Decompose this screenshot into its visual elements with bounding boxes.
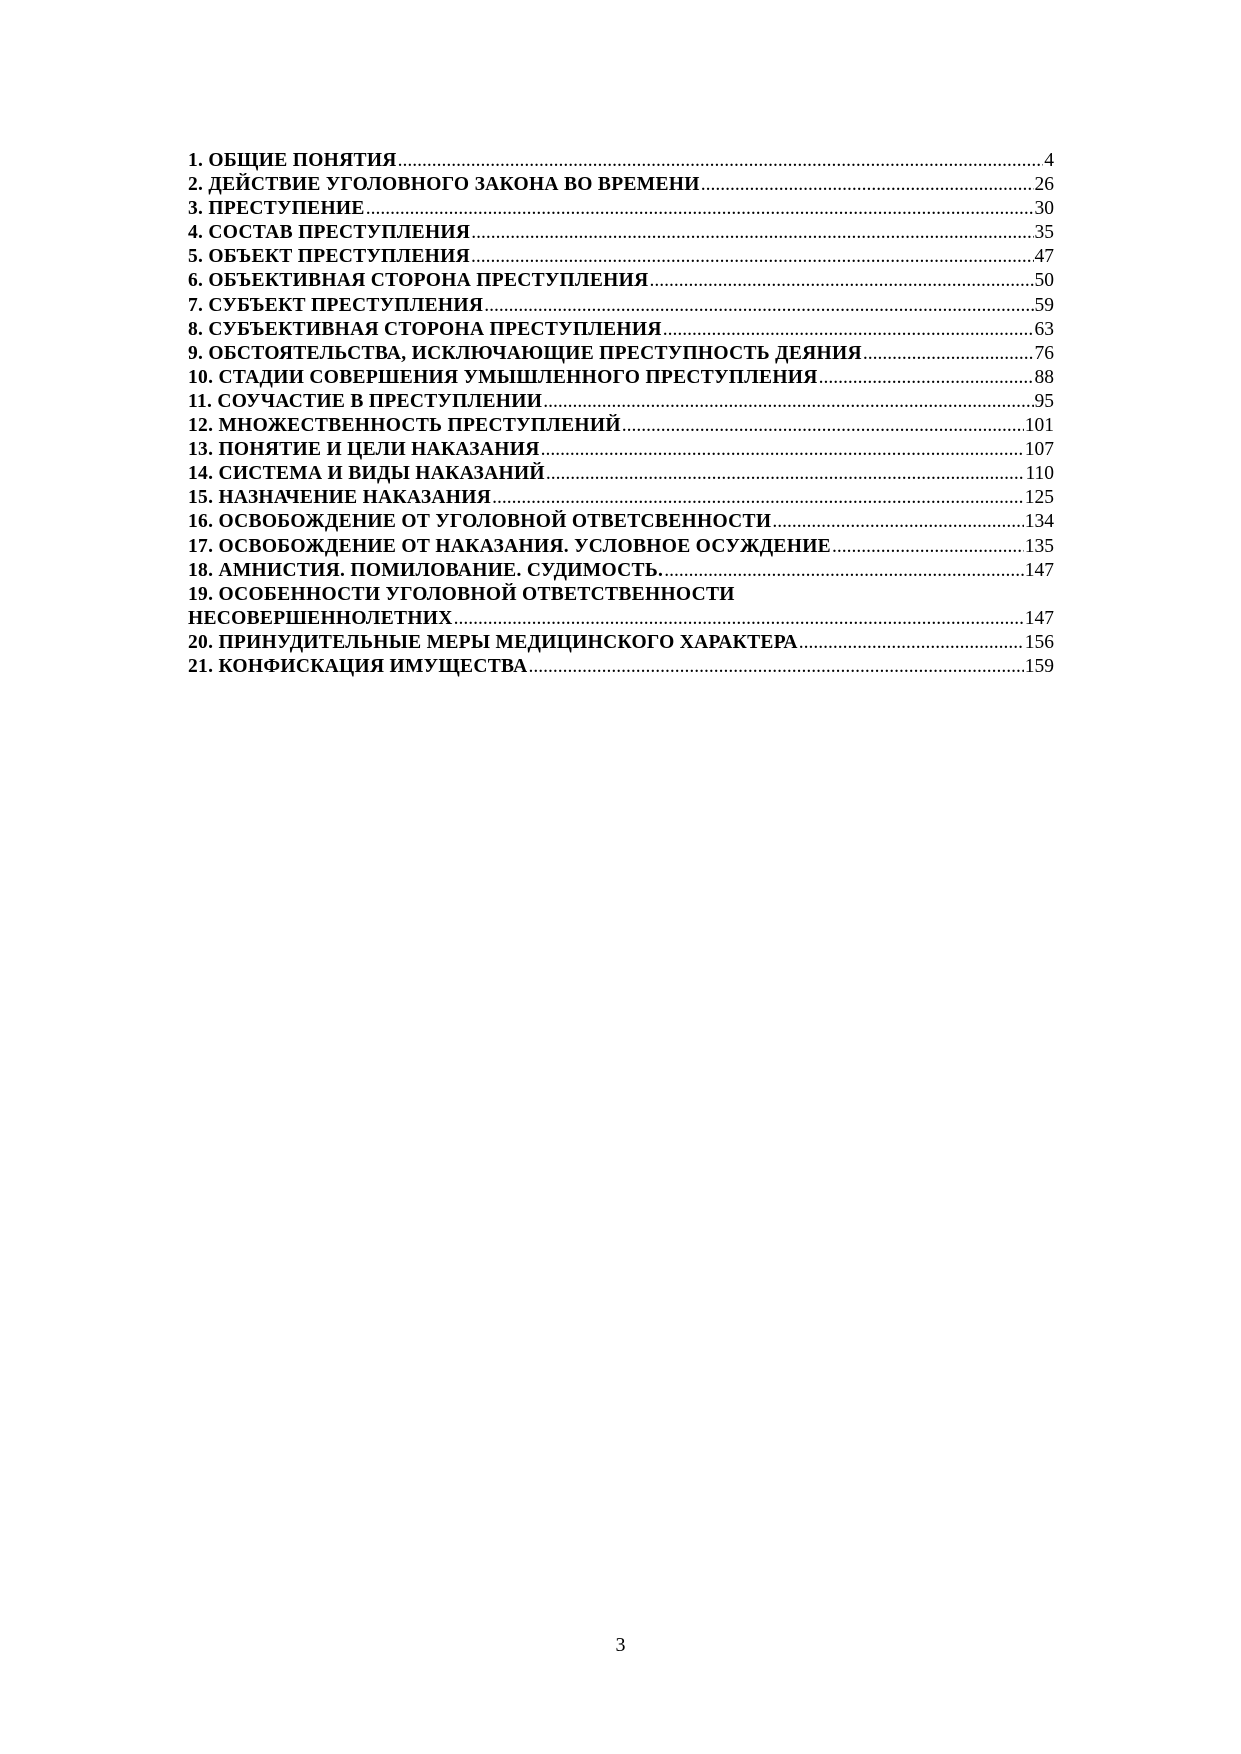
toc-entry-page: 95 bbox=[1034, 390, 1054, 412]
toc-entry-2[interactable] bbox=[188, 173, 1054, 197]
toc-entry-page: 50 bbox=[1034, 270, 1054, 292]
toc-entry-title-line1: 19. ОСОБЕННОСТИ УГОЛОВНОЙ ОТВЕТСТВЕННОСТИ bbox=[188, 583, 735, 605]
toc-entry-title: 11. СОУЧАСТИЕ В ПРЕСТУПЛЕНИИ bbox=[188, 390, 543, 412]
toc-entry-page: 63 bbox=[1034, 318, 1054, 340]
page-number: 3 bbox=[615, 1634, 626, 1656]
toc-dot-leader bbox=[484, 294, 1033, 318]
toc-dot-leader bbox=[649, 269, 1033, 293]
toc-dot-leader bbox=[366, 197, 1034, 221]
toc-entry-7[interactable] bbox=[188, 294, 1054, 318]
toc-entry-6[interactable] bbox=[188, 269, 1054, 293]
table-of-contents bbox=[188, 149, 1054, 679]
toc-entry-title: 13. ПОНЯТИЕ И ЦЕЛИ НАКАЗАНИЯ bbox=[188, 439, 540, 461]
toc-entry-14[interactable] bbox=[188, 462, 1054, 486]
toc-entry-page: 101 bbox=[1024, 415, 1054, 437]
toc-entry-page: 147 bbox=[1024, 559, 1054, 581]
toc-entry-page: 4 bbox=[1044, 150, 1054, 171]
toc-entry-15[interactable] bbox=[188, 486, 1054, 510]
toc-dot-leader bbox=[471, 245, 1034, 269]
toc-dot-leader bbox=[529, 655, 1024, 679]
toc-entry-page: 59 bbox=[1034, 294, 1054, 316]
toc-entry-5[interactable] bbox=[188, 245, 1054, 269]
toc-dot-leader bbox=[863, 342, 1034, 366]
toc-dot-leader bbox=[701, 173, 1034, 197]
toc-dot-leader bbox=[664, 559, 1024, 583]
toc-dot-leader bbox=[543, 390, 1033, 414]
toc-entry-19[interactable] bbox=[188, 583, 1054, 631]
toc-entry-page: 30 bbox=[1034, 198, 1054, 220]
toc-entry-13[interactable] bbox=[188, 438, 1054, 462]
toc-entry-page: 125 bbox=[1024, 487, 1054, 509]
toc-entry-8[interactable] bbox=[188, 318, 1054, 342]
toc-entry-page: 47 bbox=[1034, 246, 1054, 268]
toc-entry-18[interactable] bbox=[188, 559, 1054, 583]
toc-entry-20[interactable] bbox=[188, 631, 1054, 655]
toc-entry-title: 8. СУБЪЕКТИВНАЯ СТОРОНА ПРЕСТУПЛЕНИЯ bbox=[188, 318, 662, 340]
toc-entry-4[interactable] bbox=[188, 221, 1054, 245]
toc-dot-leader bbox=[832, 535, 1024, 559]
toc-entry-title: 17. ОСВОБОЖДЕНИЕ ОТ НАКАЗАНИЯ. УСЛОВНОЕ ОСУЖДЕНИЕ bbox=[188, 535, 831, 557]
toc-entry-title: 12. МНОЖЕСТВЕННОСТЬ ПРЕСТУПЛЕНИЙ bbox=[188, 415, 621, 437]
toc-entry-12[interactable] bbox=[188, 414, 1054, 438]
toc-entry-title: 4. СОСТАВ ПРЕСТУПЛЕНИЯ bbox=[188, 222, 471, 244]
toc-entry-title: 16. ОСВОБОЖДЕНИЕ ОТ УГОЛОВНОЙ ОТВЕТСВЕННОСТИ bbox=[188, 511, 772, 533]
toc-dot-leader bbox=[546, 462, 1025, 486]
toc-entry-title: 18. АМНИСТИЯ. ПОМИЛОВАНИЕ. СУДИМОСТЬ. bbox=[188, 559, 664, 581]
toc-dot-leader bbox=[541, 438, 1024, 462]
toc-entry-page: 134 bbox=[1024, 511, 1054, 533]
toc-entry-title: 20. ПРИНУДИТЕЛЬНЫЕ МЕРЫ МЕДИЦИНСКОГО ХАРАКТЕРА bbox=[188, 631, 798, 653]
toc-dot-leader bbox=[471, 221, 1033, 245]
toc-entry-16[interactable] bbox=[188, 510, 1054, 534]
toc-dot-leader bbox=[622, 414, 1024, 438]
toc-entry-title: 2. ДЕЙСТВИЕ УГОЛОВНОГО ЗАКОНА ВО ВРЕМЕНИ bbox=[188, 174, 700, 196]
toc-entry-page: 35 bbox=[1034, 222, 1054, 244]
toc-entry-title: 21. КОНФИСКАЦИЯ ИМУЩЕСТВА bbox=[188, 655, 528, 677]
toc-entry-9[interactable] bbox=[188, 342, 1054, 366]
toc-entry-title: НЕСОВЕРШЕННОЛЕТНИХ bbox=[188, 607, 453, 629]
toc-dot-leader bbox=[492, 486, 1024, 510]
toc-entry-21[interactable] bbox=[188, 655, 1054, 679]
toc-dot-leader bbox=[454, 607, 1024, 631]
toc-entry-10[interactable] bbox=[188, 366, 1054, 390]
toc-dot-leader bbox=[398, 149, 1044, 173]
toc-entry-page: 156 bbox=[1024, 631, 1054, 653]
toc-dot-leader bbox=[772, 510, 1023, 534]
toc-entry-page: 107 bbox=[1024, 439, 1054, 461]
toc-entry-title: 3. ПРЕСТУПЕНИЕ bbox=[188, 198, 365, 220]
toc-entry-17[interactable] bbox=[188, 535, 1054, 559]
toc-entry-title: 6. ОБЪЕКТИВНАЯ СТОРОНА ПРЕСТУПЛЕНИЯ bbox=[188, 270, 649, 292]
toc-entry-title: 15. НАЗНАЧЕНИЕ НАКАЗАНИЯ bbox=[188, 487, 492, 509]
toc-entry-3[interactable] bbox=[188, 197, 1054, 221]
toc-entry-page: 159 bbox=[1024, 655, 1054, 677]
toc-entry-title: 14. СИСТЕМА И ВИДЫ НАКАЗАНИЙ bbox=[188, 463, 545, 485]
toc-entry-page: 110 bbox=[1025, 463, 1054, 485]
toc-entry-title: 1. ОБЩИЕ ПОНЯТИЯ bbox=[188, 150, 397, 171]
toc-entry-1[interactable] bbox=[188, 149, 1054, 173]
toc-dot-leader bbox=[819, 366, 1034, 390]
toc-dot-leader bbox=[663, 318, 1034, 342]
toc-entry-title: 10. СТАДИИ СОВЕРШЕНИЯ УМЫШЛЕННОГО ПРЕСТУПЛЕНИЯ bbox=[188, 366, 818, 388]
toc-entry-page: 76 bbox=[1034, 342, 1054, 364]
toc-entry-title: 7. СУБЪЕКТ ПРЕСТУПЛЕНИЯ bbox=[188, 294, 484, 316]
toc-entry-11[interactable] bbox=[188, 390, 1054, 414]
toc-entry-page: 88 bbox=[1034, 366, 1054, 388]
toc-entry-page: 135 bbox=[1024, 535, 1054, 557]
toc-entry-page: 147 bbox=[1024, 607, 1054, 629]
toc-entry-title: 5. ОБЪЕКТ ПРЕСТУПЛЕНИЯ bbox=[188, 246, 470, 268]
toc-entry-title: 9. ОБСТОЯТЕЛЬСТВА, ИСКЛЮЧАЮЩИЕ ПРЕСТУПНОСТЬ ДЕЯНИЯ bbox=[188, 342, 862, 364]
toc-dot-leader bbox=[799, 631, 1024, 655]
toc-entry-page: 26 bbox=[1034, 174, 1054, 196]
